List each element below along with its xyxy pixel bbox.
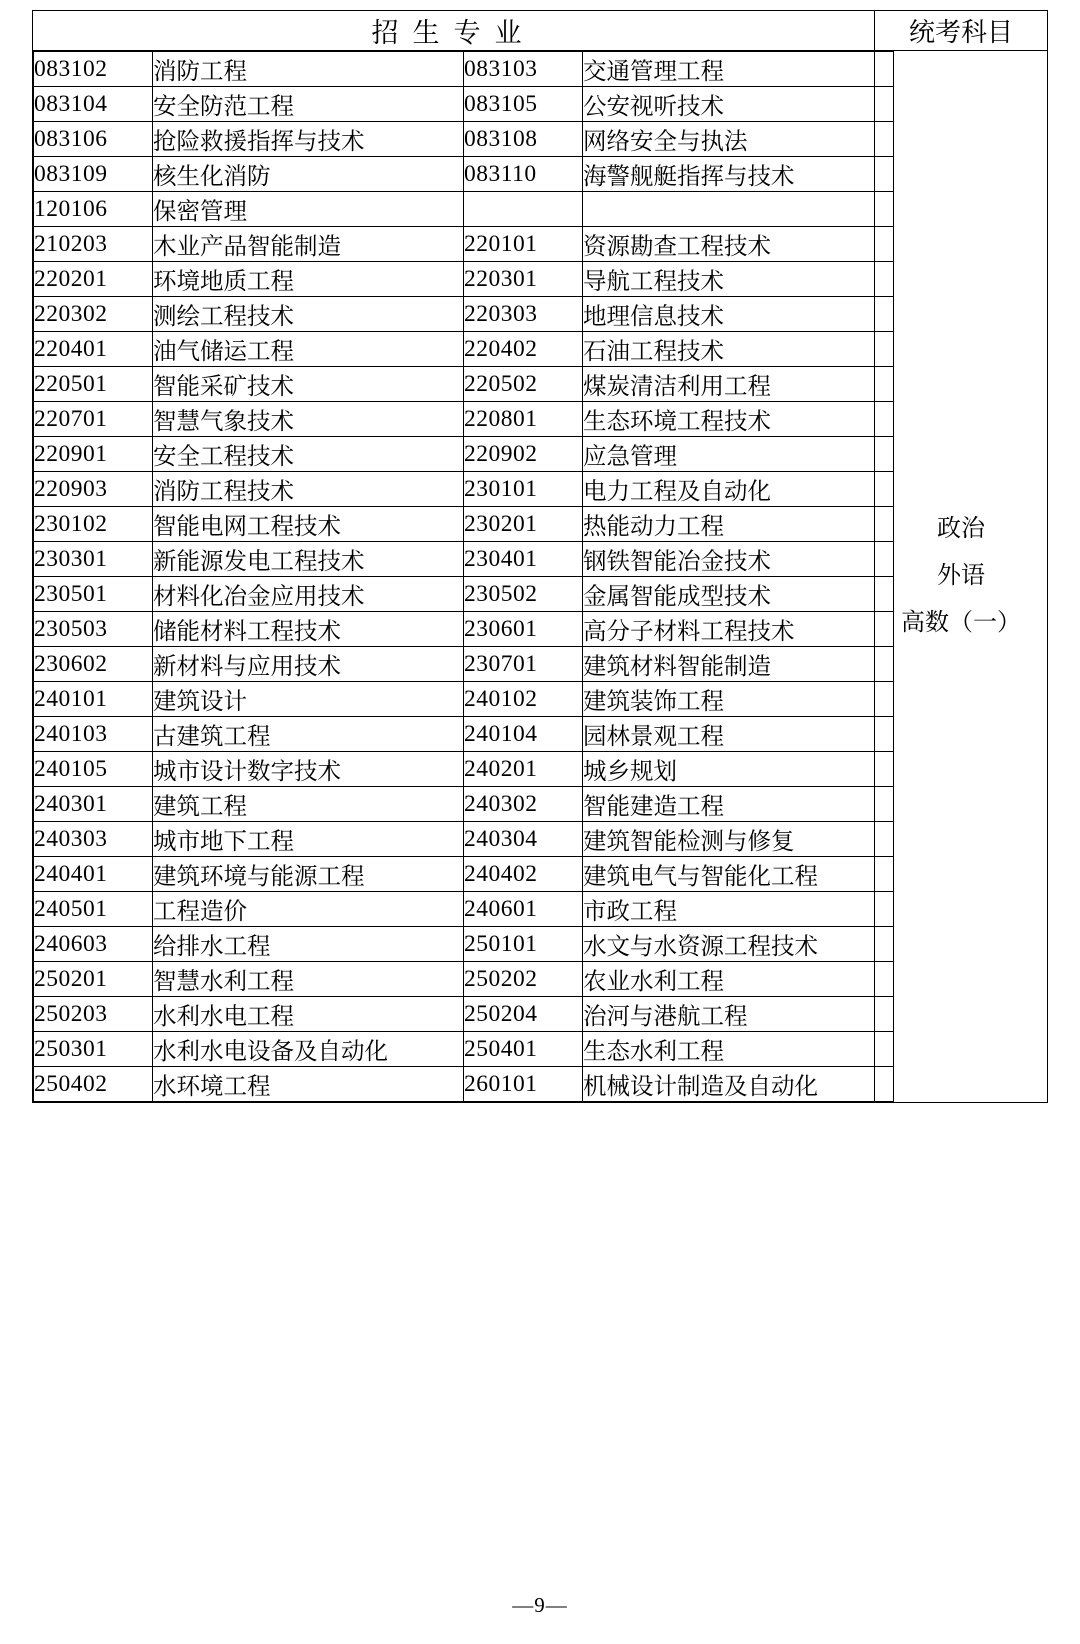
subject-cell — [875, 51, 1048, 1103]
major-code: 083109 — [34, 157, 153, 192]
table-row — [34, 927, 894, 962]
major-name: 建筑材料智能制造 — [583, 647, 894, 682]
major-name: 水利水电工程 — [153, 997, 464, 1032]
subject-line-3: 高数（一） — [901, 609, 1021, 636]
table-row — [34, 367, 894, 402]
major-code: 220401 — [34, 332, 153, 367]
major-name: 水环境工程 — [153, 1067, 464, 1102]
major-code: 240402 — [464, 857, 583, 892]
major-name: 智慧气象技术 — [153, 402, 464, 437]
table-row — [34, 157, 894, 192]
major-name: 消防工程 — [153, 52, 464, 87]
major-name: 城乡规划 — [583, 752, 894, 787]
major-name: 建筑工程 — [153, 787, 464, 822]
major-name: 智能建造工程 — [583, 787, 894, 822]
major-name: 新能源发电工程技术 — [153, 542, 464, 577]
major-name: 导航工程技术 — [583, 262, 894, 297]
major-code: 230101 — [464, 472, 583, 507]
major-code — [464, 192, 583, 227]
major-name: 建筑装饰工程 — [583, 682, 894, 717]
major-name: 建筑设计 — [153, 682, 464, 717]
table-row — [34, 682, 894, 717]
table-body-row — [33, 51, 1048, 1103]
table-row — [34, 577, 894, 612]
major-code: 210203 — [34, 227, 153, 262]
major-code: 240105 — [34, 752, 153, 787]
major-code: 240304 — [464, 822, 583, 857]
major-name: 水文与水资源工程技术 — [583, 927, 894, 962]
major-code: 083103 — [464, 52, 583, 87]
major-code: 240301 — [34, 787, 153, 822]
major-name: 核生化消防 — [153, 157, 464, 192]
major-code: 250202 — [464, 962, 583, 997]
table-row — [34, 52, 894, 87]
major-code: 220101 — [464, 227, 583, 262]
major-code: 083108 — [464, 122, 583, 157]
major-code: 120106 — [34, 192, 153, 227]
table-row — [34, 227, 894, 262]
major-name: 地理信息技术 — [583, 297, 894, 332]
major-code: 240104 — [464, 717, 583, 752]
header-subject: 统考科目 — [875, 11, 1048, 51]
major-code: 220303 — [464, 297, 583, 332]
table-row — [34, 472, 894, 507]
major-code: 240501 — [34, 892, 153, 927]
table-row — [34, 612, 894, 647]
major-code: 083110 — [464, 157, 583, 192]
major-name: 建筑环境与能源工程 — [153, 857, 464, 892]
table-row — [34, 122, 894, 157]
major-name: 治河与港航工程 — [583, 997, 894, 1032]
major-name: 智能电网工程技术 — [153, 507, 464, 542]
major-code: 220801 — [464, 402, 583, 437]
major-code: 240603 — [34, 927, 153, 962]
major-name: 新材料与应用技术 — [153, 647, 464, 682]
major-name: 生态环境工程技术 — [583, 402, 894, 437]
table-row — [34, 262, 894, 297]
major-name: 测绘工程技术 — [153, 297, 464, 332]
major-name — [583, 192, 894, 227]
major-name: 智慧水利工程 — [153, 962, 464, 997]
table-row — [34, 752, 894, 787]
major-code: 083102 — [34, 52, 153, 87]
table-row — [34, 332, 894, 367]
major-name: 给排水工程 — [153, 927, 464, 962]
subject-line-2: 外语 — [937, 563, 985, 590]
major-code: 230301 — [34, 542, 153, 577]
major-code: 230601 — [464, 612, 583, 647]
major-name: 热能动力工程 — [583, 507, 894, 542]
major-code: 250101 — [464, 927, 583, 962]
major-name: 环境地质工程 — [153, 262, 464, 297]
major-name: 海警舰艇指挥与技术 — [583, 157, 894, 192]
major-name: 石油工程技术 — [583, 332, 894, 367]
table-header-row — [33, 11, 1048, 51]
major-code: 220701 — [34, 402, 153, 437]
majors-grid-cell — [33, 51, 875, 1103]
major-name: 工程造价 — [153, 892, 464, 927]
table-row — [34, 787, 894, 822]
major-code: 240401 — [34, 857, 153, 892]
major-code: 230502 — [464, 577, 583, 612]
majors-table — [32, 10, 1048, 1103]
major-code: 230102 — [34, 507, 153, 542]
major-name: 电力工程及自动化 — [583, 472, 894, 507]
major-name: 抢险救援指挥与技术 — [153, 122, 464, 157]
major-name: 园林景观工程 — [583, 717, 894, 752]
major-code: 220902 — [464, 437, 583, 472]
major-code: 260101 — [464, 1067, 583, 1102]
major-name: 生态水利工程 — [583, 1032, 894, 1067]
table-row — [34, 87, 894, 122]
major-code: 220501 — [34, 367, 153, 402]
major-name: 网络安全与执法 — [583, 122, 894, 157]
major-code: 240601 — [464, 892, 583, 927]
major-code: 250201 — [34, 962, 153, 997]
major-code: 240302 — [464, 787, 583, 822]
table-row — [34, 437, 894, 472]
table-row — [34, 717, 894, 752]
major-name: 安全防范工程 — [153, 87, 464, 122]
major-name: 储能材料工程技术 — [153, 612, 464, 647]
table-row — [34, 892, 894, 927]
major-name: 建筑智能检测与修复 — [583, 822, 894, 857]
major-name: 公安视听技术 — [583, 87, 894, 122]
table-row — [34, 1067, 894, 1102]
table-row — [34, 962, 894, 997]
table-row — [34, 297, 894, 332]
major-code: 240201 — [464, 752, 583, 787]
major-name: 消防工程技术 — [153, 472, 464, 507]
major-name: 农业水利工程 — [583, 962, 894, 997]
major-code: 220402 — [464, 332, 583, 367]
table-row — [34, 822, 894, 857]
major-code: 220901 — [34, 437, 153, 472]
major-code: 230501 — [34, 577, 153, 612]
table-row — [34, 1032, 894, 1067]
major-name: 应急管理 — [583, 437, 894, 472]
major-name: 资源勘查工程技术 — [583, 227, 894, 262]
major-name: 古建筑工程 — [153, 717, 464, 752]
major-name: 钢铁智能冶金技术 — [583, 542, 894, 577]
major-code: 240102 — [464, 682, 583, 717]
major-name: 机械设计制造及自动化 — [583, 1067, 894, 1102]
major-code: 240101 — [34, 682, 153, 717]
major-code: 230602 — [34, 647, 153, 682]
subject-line-1: 政治 — [937, 516, 985, 543]
major-name: 保密管理 — [153, 192, 464, 227]
major-code: 250401 — [464, 1032, 583, 1067]
major-code: 220502 — [464, 367, 583, 402]
major-code: 250204 — [464, 997, 583, 1032]
major-code: 250402 — [34, 1067, 153, 1102]
major-code: 220302 — [34, 297, 153, 332]
page-footer: —9— — [512, 1593, 568, 1617]
major-name: 高分子材料工程技术 — [583, 612, 894, 647]
major-name: 木业产品智能制造 — [153, 227, 464, 262]
header-majors: 招生专业 — [33, 11, 875, 51]
major-code: 230503 — [34, 612, 153, 647]
table-row — [34, 402, 894, 437]
major-code: 250301 — [34, 1032, 153, 1067]
table-row — [34, 857, 894, 892]
major-name: 城市地下工程 — [153, 822, 464, 857]
major-code: 220201 — [34, 262, 153, 297]
major-name: 油气储运工程 — [153, 332, 464, 367]
major-code: 083105 — [464, 87, 583, 122]
major-name: 交通管理工程 — [583, 52, 894, 87]
major-code: 230201 — [464, 507, 583, 542]
major-name: 智能采矿技术 — [153, 367, 464, 402]
table-row — [34, 542, 894, 577]
major-code: 230401 — [464, 542, 583, 577]
major-code: 083106 — [34, 122, 153, 157]
table-row — [34, 647, 894, 682]
major-code: 230701 — [464, 647, 583, 682]
major-name: 金属智能成型技术 — [583, 577, 894, 612]
major-code: 220301 — [464, 262, 583, 297]
major-code: 240103 — [34, 717, 153, 752]
table-row — [34, 192, 894, 227]
major-code: 250203 — [34, 997, 153, 1032]
major-code: 240303 — [34, 822, 153, 857]
table-row — [34, 507, 894, 542]
major-name: 安全工程技术 — [153, 437, 464, 472]
major-code: 220903 — [34, 472, 153, 507]
majors-grid — [33, 51, 894, 1102]
major-name: 城市设计数字技术 — [153, 752, 464, 787]
major-name: 建筑电气与智能化工程 — [583, 857, 894, 892]
major-name: 水利水电设备及自动化 — [153, 1032, 464, 1067]
major-code: 083104 — [34, 87, 153, 122]
major-name: 煤炭清洁利用工程 — [583, 367, 894, 402]
table-row — [34, 997, 894, 1032]
major-name: 材料化冶金应用技术 — [153, 577, 464, 612]
major-name: 市政工程 — [583, 892, 894, 927]
